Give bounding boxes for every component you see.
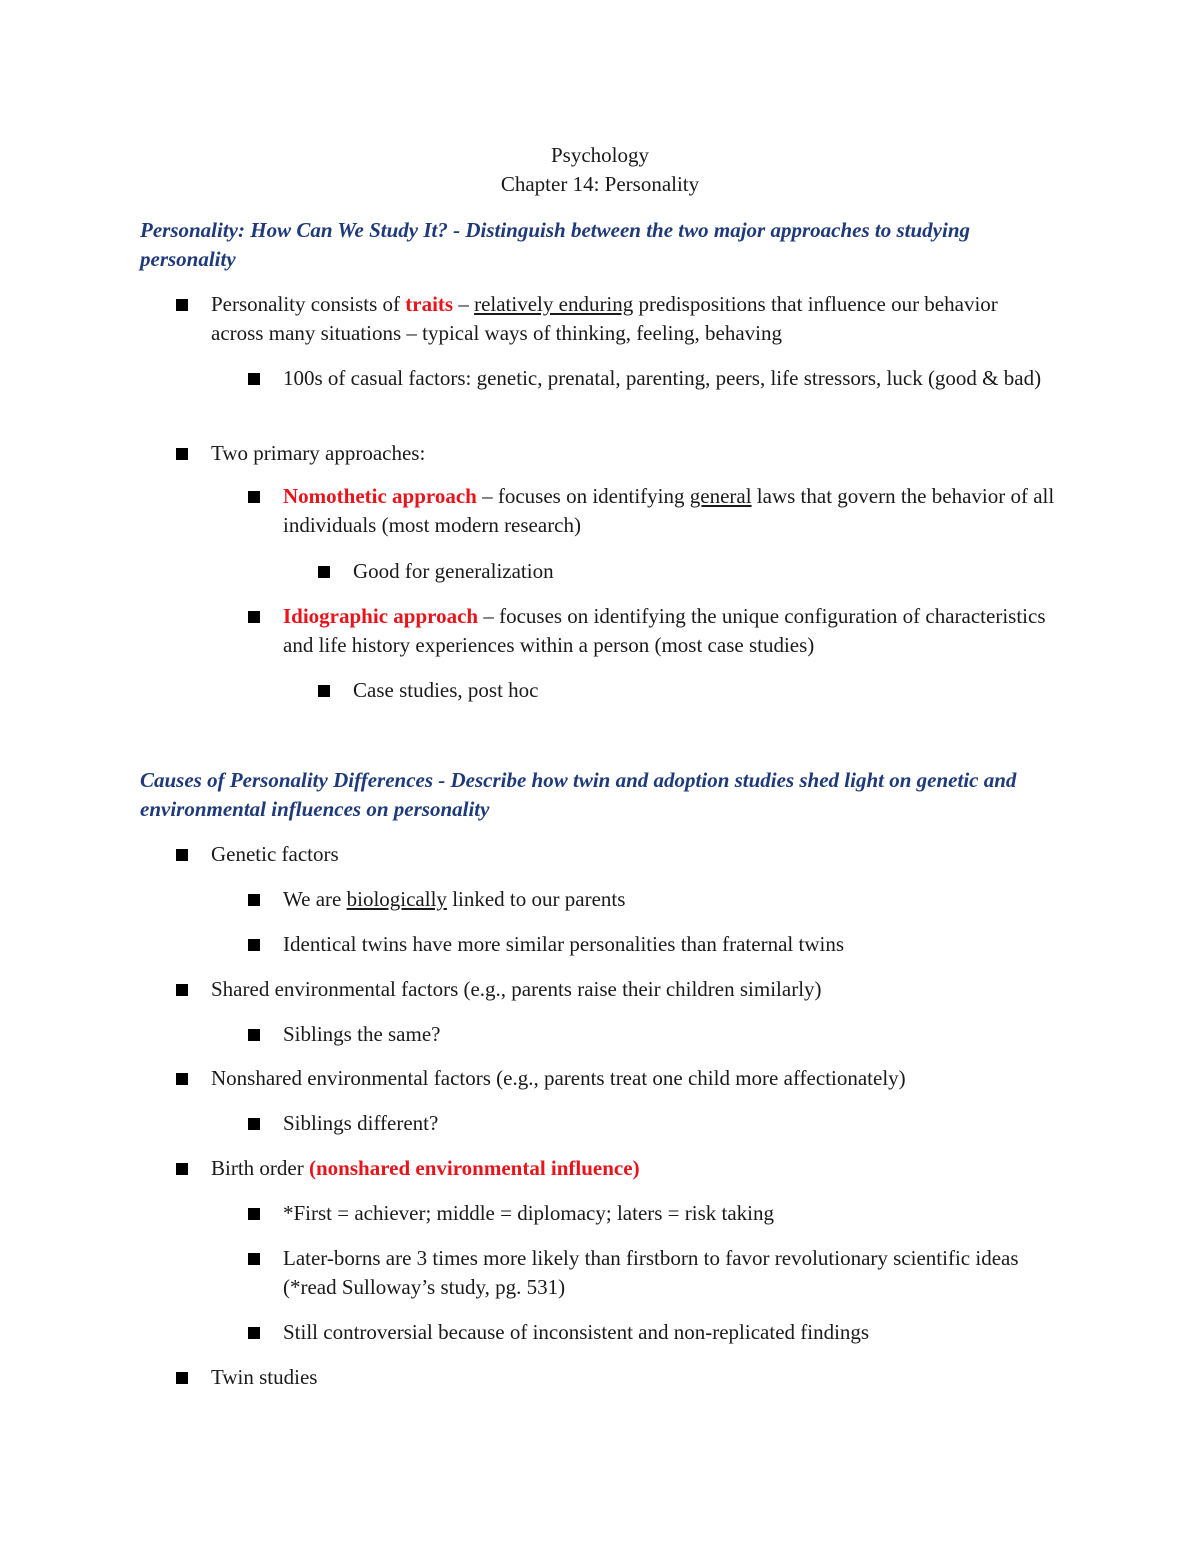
title-block	[0, 141, 1200, 199]
square-bullet-icon	[176, 1372, 188, 1384]
list-item	[211, 290, 1041, 348]
item-text: 100s of casual factors: genetic, prenatal, parenting, peers, life stressors, luck (good & bad)	[283, 366, 1042, 390]
square-bullet-icon	[318, 566, 330, 578]
list-item	[283, 1109, 1073, 1138]
underlined-text: general	[689, 484, 752, 508]
term-nonshared-influence: (nonshared environmental influence)	[308, 1156, 640, 1180]
underlined-text: biologically	[346, 887, 447, 911]
list-item	[283, 1318, 1073, 1347]
item-text: Personality consists of	[211, 292, 406, 316]
item-text: Later-borns are 3 times more likely than firstborn to favor revolutionary scientific ideas (*read Sulloway’s study, pg. 531)	[283, 1246, 1019, 1299]
item-text: Nonshared environmental factors (e.g., parents treat one child more affectionately)	[211, 1066, 906, 1090]
item-text: –	[453, 292, 475, 316]
item-text: Siblings the same?	[283, 1022, 441, 1046]
square-bullet-icon	[248, 1118, 260, 1130]
underlined-text: relatively enduring	[474, 292, 634, 316]
list-item	[283, 602, 1073, 660]
item-text: – focuses on identifying the unique configuration of characteristics and life history experiences within a person (most case studies)	[283, 604, 1046, 657]
term-idiographic: Idiographic approach	[283, 604, 479, 628]
term-nomothetic: Nomothetic approach	[283, 484, 477, 508]
square-bullet-icon	[248, 1253, 260, 1265]
item-text: Shared environmental factors (e.g., parents raise their children similarly)	[211, 977, 822, 1001]
section-heading-causes: Causes of Personality Differences - Describe how twin and adoption studies shed light on genetic and environmental influences on personality	[140, 768, 1017, 821]
document-title: Psychology	[550, 143, 649, 167]
item-text: linked to our parents	[446, 887, 626, 911]
item-text: Identical twins have more similar personalities than fraternal twins	[283, 932, 844, 956]
square-bullet-icon	[248, 894, 260, 906]
square-bullet-icon	[176, 1163, 188, 1175]
square-bullet-icon	[318, 685, 330, 697]
square-bullet-icon	[176, 299, 188, 311]
item-text: – focuses on identifying	[476, 484, 690, 508]
list-item	[283, 1020, 1073, 1049]
item-text: Two primary approaches:	[211, 441, 426, 465]
square-bullet-icon	[176, 1073, 188, 1085]
item-text: Birth order	[211, 1156, 309, 1180]
list-item	[283, 482, 1073, 540]
square-bullet-icon	[248, 611, 260, 623]
list-item	[283, 930, 1073, 959]
item-text: Siblings different?	[283, 1111, 439, 1135]
list-item	[283, 364, 1073, 393]
item-text: *First = achiever; middle = diplomacy; laters = risk taking	[283, 1201, 775, 1225]
list-item	[211, 840, 1041, 869]
list-item	[283, 1244, 1073, 1302]
square-bullet-icon	[176, 984, 188, 996]
list-item	[283, 885, 1073, 914]
list-item	[211, 975, 1041, 1004]
document-subtitle: Chapter 14: Personality	[500, 172, 700, 196]
list-item	[353, 676, 1053, 705]
item-text: laws that govern the behavior of all individuals (most modern research)	[283, 484, 1055, 537]
item-text: Genetic factors	[211, 842, 339, 866]
item-text: We are	[283, 887, 347, 911]
item-text: Good for generalization	[353, 559, 554, 583]
square-bullet-icon	[248, 1327, 260, 1339]
section-heading-study: Personality: How Can We Study It? - Distinguish between the two major approaches to studying personality	[140, 218, 970, 271]
list-item	[211, 1064, 1041, 1093]
list-item	[283, 1199, 1073, 1228]
list-item	[211, 1154, 1041, 1183]
list-item	[211, 1363, 1041, 1392]
list-item	[211, 439, 1041, 468]
item-text: predispositions that influence our behavior across many situations – typical ways of thinking, feeling, behaving	[211, 292, 998, 345]
square-bullet-icon	[176, 448, 188, 460]
square-bullet-icon	[248, 491, 260, 503]
square-bullet-icon	[176, 849, 188, 861]
item-text: Case studies, post hoc	[353, 678, 539, 702]
square-bullet-icon	[248, 1208, 260, 1220]
list-item	[353, 557, 1053, 586]
item-text: Twin studies	[211, 1365, 318, 1389]
square-bullet-icon	[248, 373, 260, 385]
square-bullet-icon	[248, 939, 260, 951]
item-text: Still controversial because of inconsistent and non-replicated findings	[283, 1320, 870, 1344]
term-traits: traits	[405, 292, 454, 316]
square-bullet-icon	[248, 1029, 260, 1041]
